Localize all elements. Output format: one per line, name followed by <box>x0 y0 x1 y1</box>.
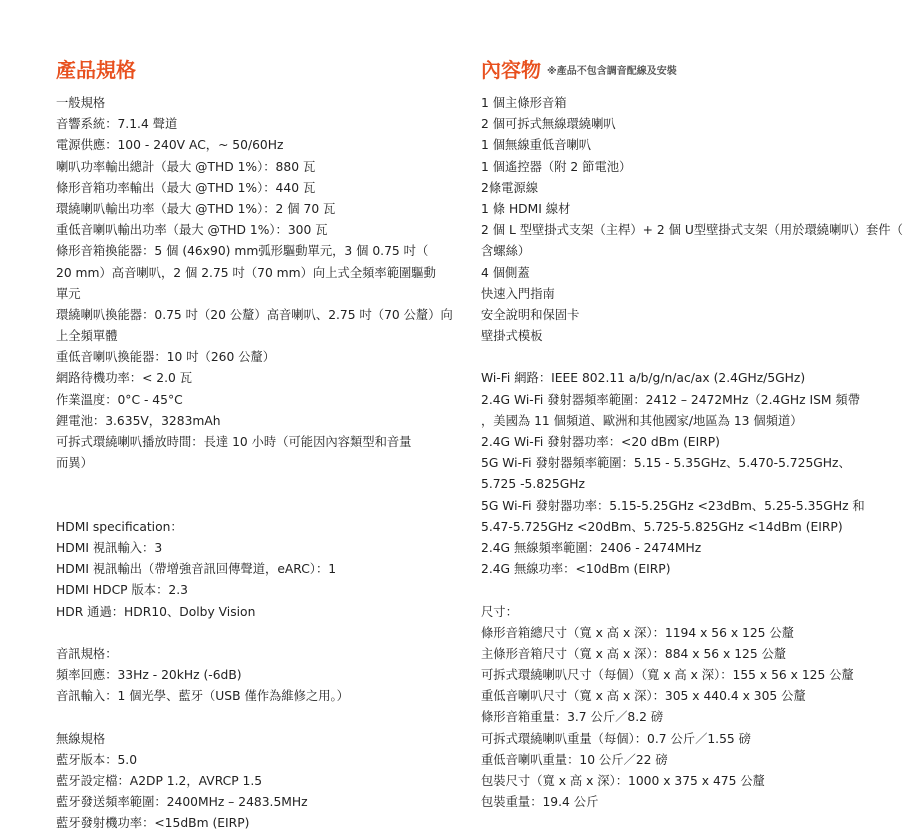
contents-line: 主條形音箱尺寸（寬 x 高 x 深）：884 x 56 x 125 公釐 <box>481 646 787 661</box>
contents-line: Wi-Fi 網路：IEEE 802.11 a/b/g/n/ac/ax (2.4GHz/5GHz) <box>481 371 806 386</box>
contents-line: 1 條 HDMI 線材 <box>481 201 571 216</box>
contents-line <box>481 580 906 601</box>
contents-line: 1 個無線重低音喇叭 <box>481 138 592 153</box>
spec-line: 條形音箱換能器：5 個 (46x90) mm弧形驅動單元，3 個 0.75 吋（ <box>56 244 429 259</box>
contents-line: 可拆式環繞喇叭重量（每個）：0.7 公斤／1.55 磅 <box>481 731 751 746</box>
contents-line: 安全說明和保固卡 <box>481 307 580 322</box>
spec-line: 音訊輸入：1 個光學、藍牙（USB 僅作為維修之用。） <box>56 689 349 704</box>
contents-title: 內容物 <box>481 58 541 82</box>
spec-line <box>56 474 446 495</box>
spec-line: 可拆式環繞喇叭播放時間：長達 10 小時（可能因內容類型和音量 <box>56 435 412 449</box>
spec-line: HDMI specification： <box>56 519 183 534</box>
spec-line: 音訊規格： <box>56 646 118 661</box>
contents-line: 5.47-5.725GHz <20dBm、5.725-5.825GHz <14dBm (EIRP) <box>481 519 843 534</box>
contents-line: 2 個可拆式無線環繞喇叭 <box>481 117 616 132</box>
contents-line: 2.4G Wi-Fi 發射器頻率範圍：2412 – 2472MHz（2.4GHz ISM 頻帶 <box>481 392 861 407</box>
spec-line: HDMI 視訊輸入：3 <box>56 540 163 555</box>
contents-line: 2條電源線 <box>481 180 539 195</box>
spec-line: HDMI HDCP 版本：2.3 <box>56 583 188 598</box>
spec-line: 環繞喇叭換能器：0.75 吋（20 公釐）高音喇叭、2.75 吋（70 公釐）向 <box>56 307 453 322</box>
contents-list <box>481 93 906 813</box>
spec-line: 單元 <box>56 286 81 301</box>
spec-line <box>56 707 446 728</box>
contents-line: 2.4G Wi-Fi 發射器功率：<20 dBm (EIRP) <box>481 435 720 449</box>
contents-line: 快速入門指南 <box>481 286 555 301</box>
spec-list <box>56 93 453 835</box>
contents-line: 包裝重量：19.4 公斤 <box>481 795 599 810</box>
spec-line: 20 mm）高音喇叭，2 個 2.75 吋（70 mm）向上式全頻率範圍驅動 <box>56 265 436 280</box>
contents-line: 5G Wi-Fi 發射器頻率範圍：5.15 - 5.35GHz、5.470-5.725GHz、 <box>481 456 851 471</box>
contents-line <box>481 347 906 368</box>
contents-line: 包裝尺寸（寬 x 高 x 深）：1000 x 375 x 475 公釐 <box>481 774 765 788</box>
spec-line: 藍牙設定檔：A2DP 1.2，AVRCP 1.5 <box>56 774 263 788</box>
spec-line <box>56 496 446 517</box>
spec-line: 藍牙發送頻率範圍：2400MHz – 2483.5MHz <box>56 795 308 810</box>
contents-line: 5.725 -5.825GHz <box>481 477 585 492</box>
spec-line: 環繞喇叭輸出功率（最大 @THD 1%）：2 個 70 瓦 <box>56 201 336 216</box>
spec-heading <box>56 54 136 83</box>
spec-line: 鋰電池：3.635V，3283mAh <box>56 413 221 428</box>
spec-line: 音響系統：7.1.4 聲道 <box>56 117 178 132</box>
contents-line: 5G Wi-Fi 發射器功率：5.15-5.25GHz <23dBm、5.25-5.35GHz 和 <box>481 498 865 513</box>
spec-line: 重低音喇叭輸出功率（最大 @THD 1%）：300 瓦 <box>56 223 328 238</box>
contents-line: 尺寸： <box>481 604 518 619</box>
spec-line: 頻率回應：33Hz - 20kHz (-6dB) <box>56 668 242 683</box>
spec-line: 無線規格 <box>56 731 106 746</box>
contents-heading <box>481 54 677 83</box>
spec-line: 作業溫度：0°C - 45°C <box>56 392 183 407</box>
spec-line: 藍牙發射機功率：<15dBm (EIRP) <box>56 816 250 831</box>
contents-line: 重低音喇叭尺寸（寬 x 高 x 深）：305 x 440.4 x 305 公釐 <box>481 689 806 704</box>
contents-line: 4 個側蓋 <box>481 265 530 280</box>
spec-line: HDR 通過：HDR10、Dolby Vision <box>56 604 256 619</box>
contents-line: 壁掛式模板 <box>481 329 543 344</box>
spec-line: 網路待機功率：< 2.0 瓦 <box>56 371 193 386</box>
spec-line <box>56 623 446 644</box>
contents-line: 條形音箱重量：3.7 公斤／8.2 磅 <box>481 710 664 725</box>
spec-line: 上全頻單體 <box>56 329 118 344</box>
contents-line: 含螺絲） <box>481 244 531 259</box>
contents-line: 條形音箱總尺寸（寬 x 高 x 深）：1194 x 56 x 125 公釐 <box>481 625 795 640</box>
contents-line: 1 個主條形音箱 <box>481 96 567 110</box>
contents-line: 2.4G 無線功率：<10dBm (EIRP) <box>481 562 671 577</box>
contents-line: 1 個遙控器（附 2 節電池） <box>481 159 632 174</box>
contents-line: 2.4G 無線頻率範圍：2406 - 2474MHz <box>481 540 702 555</box>
spec-line: 而異） <box>56 456 93 471</box>
spec-line: 一般規格 <box>56 96 106 110</box>
contents-line: 重低音喇叭重量：10 公斤／22 磅 <box>481 752 668 767</box>
spec-line: 電源供應：100 - 240V AC，~ 50/60Hz <box>56 138 284 153</box>
spec-title: 產品規格 <box>56 58 136 82</box>
contents-line: ，美國為 11 個頻道、歐洲和其他國家/地區為 13 個頻道） <box>481 413 803 428</box>
contents-line: 可拆式環繞喇叭尺寸（每個）（寬 x 高 x 深）：155 x 56 x 125 公釐 <box>481 668 854 683</box>
contents-line: 2 個 L 型壁掛式支架（主桿）+ 2 個 U型壁掛式支架（用於環繞喇叭）套件（ <box>481 223 903 238</box>
spec-line: 喇叭功率輸出總計（最大 @THD 1%）：880 瓦 <box>56 159 316 174</box>
contents-note: ※產品不包含調音配線及安裝 <box>547 66 677 77</box>
spec-line: HDMI 視訊輸出（帶增強音訊回傳聲道，eARC）：1 <box>56 562 337 577</box>
spec-line: 條形音箱功率輸出（最大 @THD 1%）：440 瓦 <box>56 180 316 195</box>
spec-line: 重低音喇叭換能器：10 吋（260 公釐） <box>56 350 276 365</box>
spec-line: 藍牙版本：5.0 <box>56 752 138 767</box>
